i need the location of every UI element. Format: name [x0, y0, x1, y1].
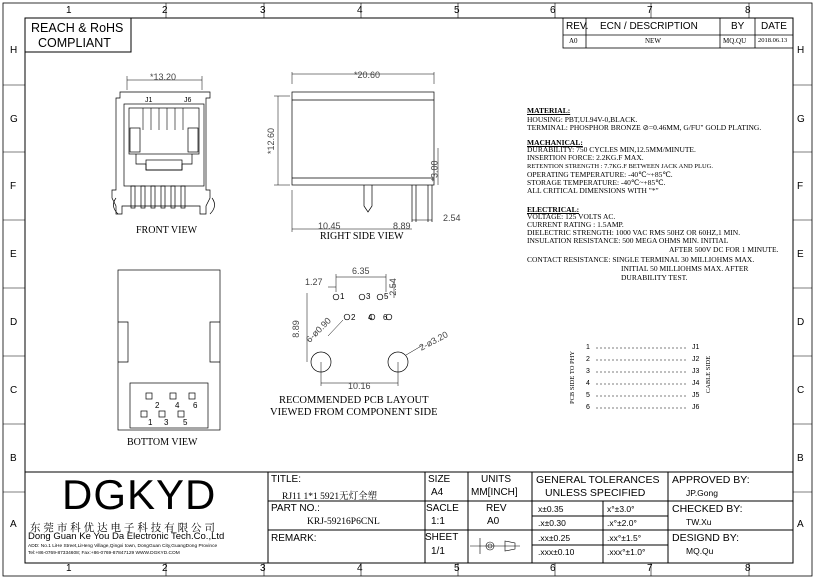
grid-col-bottom-8: 8	[745, 563, 751, 574]
approved-value: JP.Gong	[686, 488, 718, 498]
spec-material-1: HOUSING: PBT,UL94V-0,BLACK.	[527, 115, 638, 124]
wiring-pcb-side-label: PCB SIDE TO PHY	[569, 350, 577, 405]
right-side-view	[274, 72, 438, 232]
grid-col-bottom-3: 3	[260, 563, 266, 574]
sheet-label: SHEET	[425, 532, 459, 543]
spec-electrical-7: INITIAL 50 MILLIOHMS MAX. AFTER	[621, 264, 749, 273]
spec-electrical-2: CURRENT RATING : 1.5AMP.	[527, 220, 624, 229]
grid-row-left-D: D	[10, 317, 18, 328]
grid-col-top-4: 4	[357, 5, 363, 16]
side-dim-889: 8.89	[393, 221, 411, 231]
wiring-right-4: J4	[692, 380, 700, 387]
part-no-label: PART NO.:	[271, 503, 320, 514]
spec-electrical-1: VOLTAGE: 125 VOLTS AC.	[527, 212, 616, 221]
bottom-pin-4: 4	[175, 401, 180, 410]
designed-label: DESIGND BY:	[672, 532, 740, 544]
rev-header-ecn: ECN / DESCRIPTION	[600, 21, 698, 32]
size-value: A4	[431, 487, 444, 498]
rev-row-desc: NEW	[645, 37, 661, 45]
tolerance-angle-1: x°±3.0°	[607, 504, 635, 514]
side-view-title: RIGHT SIDE VIEW	[320, 231, 404, 242]
spec-mechanical-3: RETENTION STRENGTH : 7.7KG.F BETWEEN JACK AND PLUG.	[527, 163, 713, 170]
tolerance-angle-4: .xxx°±1.0°	[607, 547, 646, 557]
rev-row-by: MQ.QU	[723, 37, 747, 45]
company-name-en: Dong Guan Ke You Da Electronic Tech.Co.,Ltd	[28, 531, 225, 542]
side-pin-dim: *3.00	[429, 160, 440, 182]
grid-row-left-H: H	[10, 45, 18, 56]
front-width-dim: *13.20	[150, 72, 177, 82]
tolerance-angle-3: .xx°±1.5°	[607, 533, 642, 543]
grid-col-top-1: 1	[66, 5, 72, 16]
tolerance-angle-2: .x°±2.0°	[607, 518, 637, 528]
spec-electrical-6: CONTACT RESISTANCE: SINGLE TERMINAL 30 MILLIOHMS MAX.	[527, 255, 755, 264]
spec-electrical-8: DURABILITY TEST.	[621, 273, 688, 282]
bottom-pin-1: 1	[148, 418, 153, 427]
compliance-line-1: REACH & RoHS	[31, 21, 124, 35]
grid-col-bottom-1: 1	[66, 563, 72, 574]
grid-col-top-8: 8	[745, 5, 751, 16]
designed-value: MQ.Qu	[686, 546, 714, 556]
pcb-pin-4: 4	[368, 313, 373, 322]
grid-row-left-F: F	[10, 181, 17, 192]
grid-col-bottom-5: 5	[454, 563, 460, 574]
wiring-right-2: J2	[692, 356, 700, 363]
pcb-hole-dim: 6-ø0.90	[304, 315, 334, 345]
pcb-layout-title-1: RECOMMENDED PCB LAYOUT	[279, 395, 429, 406]
grid-row-right-G: G	[797, 114, 805, 125]
tolerance-linear-1: x±0.35	[538, 504, 564, 514]
rev-row-date: 2018.06.13	[758, 37, 788, 44]
grid-col-top-3: 3	[260, 5, 266, 16]
spec-electrical-3: DIELECTRIC STRENGTH: 1000 VAC RMS 50HZ OR 60HZ,1 MIN.	[527, 228, 741, 237]
pcb-pin-3: 3	[366, 292, 371, 301]
checked-value: TW.Xu	[686, 517, 712, 527]
wiring-left-6: 6	[586, 404, 590, 411]
part-no-value: KRJ-59216P6CNL	[307, 517, 380, 527]
wiring-left-4: 4	[586, 380, 590, 387]
tolerance-title-1: GENERAL TOLERANCES	[536, 474, 660, 486]
size-label: SIZE	[428, 474, 451, 485]
tolerance-linear-2: .x±0.30	[538, 518, 566, 528]
spec-mechanical-4: OPERATING TEMPERATURE: -40℃~+85℃.	[527, 170, 673, 179]
grid-row-right-C: C	[797, 385, 805, 396]
compliance-line-2: COMPLIANT	[38, 36, 111, 50]
rev-header-by: BY	[731, 21, 745, 32]
side-height-dim: *12.60	[266, 127, 277, 155]
grid-row-left-E: E	[10, 249, 17, 260]
bottom-pin-6: 6	[193, 401, 198, 410]
pcb-dim-635: 6.35	[352, 266, 370, 276]
grid-row-left-G: G	[10, 114, 18, 125]
grid-row-left-B: B	[10, 453, 17, 464]
grid-col-bottom-4: 4	[357, 563, 363, 574]
grid-col-top-2: 2	[162, 5, 168, 16]
rev-label: REV	[486, 503, 507, 514]
bottom-view	[118, 270, 220, 430]
wiring-left-5: 5	[586, 392, 590, 399]
pcb-dim-254: 2.54	[387, 278, 398, 296]
checked-label: CHECKED BY:	[672, 503, 743, 515]
spec-mechanical-1: DURABILITY: 750 CYCLES MIN,12.5MM/MINUTE.	[527, 145, 696, 154]
title-value: RJ11 1*1 5921无灯全塑	[282, 492, 378, 502]
spec-mechanical-title: MACHANICAL:	[527, 138, 583, 147]
wiring-right-1: J1	[692, 344, 700, 351]
spec-mechanical-6: ALL CRITICAL DIMENSIONS WITH "*"	[527, 186, 659, 195]
wiring-right-5: J5	[692, 392, 700, 399]
sheet-value: 1/1	[431, 546, 445, 557]
grid-col-bottom-6: 6	[550, 563, 556, 574]
pcb-layout-title-2: VIEWED FROM COMPONENT SIDE	[270, 407, 438, 418]
grid-row-right-B: B	[797, 453, 804, 464]
spec-electrical-5: AFTER 500V DC FOR 1 MINUTE.	[669, 245, 779, 254]
rev-header-rev: REV.	[566, 21, 589, 32]
remark-label: REMARK:	[271, 533, 317, 544]
front-jack-label-j1: J1	[145, 97, 153, 104]
grid-row-right-F: F	[797, 181, 804, 192]
wiring-left-1: 1	[586, 344, 590, 351]
grid-col-top-5: 5	[454, 5, 460, 16]
pcb-dim-1016: 10.16	[348, 381, 371, 391]
grid-col-bottom-2: 2	[162, 563, 168, 574]
wiring-right-3: J3	[692, 368, 700, 375]
projection-symbol	[470, 538, 520, 554]
front-view-title: FRONT VIEW	[136, 225, 198, 236]
wiring-right-6: J6	[692, 404, 700, 411]
wiring-left-3: 3	[586, 368, 590, 375]
spec-mechanical-2: INSERTION FORCE: 2.2KG.F MAX.	[527, 153, 644, 162]
company-name-cn: 东 莞 市 科 优 达 电 子 科 技 有 限 公 司	[30, 522, 215, 534]
units-label: UNITS	[481, 474, 511, 485]
grid-row-right-A: A	[797, 519, 804, 530]
tolerance-linear-3: .xx±0.25	[538, 533, 571, 543]
scale-label: SACLE	[426, 503, 459, 514]
grid-row-right-D: D	[797, 317, 805, 328]
rev-header-date: DATE	[761, 21, 787, 32]
pcb-pin-6: 6	[383, 313, 388, 322]
pcb-pin-5: 5	[384, 292, 389, 301]
company-address: ADD: No.1 LiHe Street,LiHeng Village,Qingxi town, DongGuan City,GuangDong Province	[28, 544, 218, 549]
approved-label: APPROVED BY:	[672, 474, 750, 486]
spec-material-2: TERMINAL: PHOSPHOR BRONZE ⊘=0.46MM, G/FU" GOLD PLATING.	[527, 123, 762, 132]
grid-col-top-6: 6	[550, 5, 556, 16]
company-contact: Tel:+86-0769-87334608; Fax:+86-0769-87847129 WWW.DGKYD.COM	[28, 551, 180, 556]
tolerance-linear-4: .xxx±0.10	[538, 547, 575, 557]
bottom-pin-2: 2	[155, 401, 160, 410]
bottom-pin-5: 5	[183, 418, 188, 427]
title-label: TITLE:	[271, 474, 302, 485]
grid-col-top-7: 7	[647, 5, 653, 16]
pcb-dim-127: 1.27	[305, 277, 323, 287]
grid-row-right-H: H	[797, 45, 805, 56]
pcb-pin-1: 1	[340, 292, 345, 301]
side-dim-254: 2.54	[443, 213, 461, 223]
grid-row-right-E: E	[797, 249, 804, 260]
rev-row-rev: A0	[569, 37, 578, 45]
pcb-pin-2: 2	[351, 313, 356, 322]
company-logo: DGKYD	[62, 471, 217, 518]
pcb-dim-889: 8.89	[290, 320, 301, 338]
scale-value: 1:1	[431, 516, 445, 527]
front-jack-label-j6: J6	[184, 97, 192, 104]
units-value: MM[INCH]	[471, 487, 518, 498]
bottom-view-title: BOTTOM VIEW	[127, 437, 198, 448]
side-width-dim: *20.60	[354, 70, 381, 80]
pcb-peg-dim: 2-ø3.20	[417, 329, 450, 353]
wiring-cable-side-label: CABLE SIDE	[705, 355, 713, 394]
spec-mechanical-5: STORAGE TEMPERATURE: -40℃~+85℃.	[527, 178, 666, 187]
front-view	[112, 76, 215, 214]
side-dim-1045: 10.45	[318, 221, 341, 231]
spec-electrical-4: INSULATION RESISTANCE: 500 MEGA OHMS MIN. INITIAL	[527, 236, 729, 245]
grid-row-left-C: C	[10, 385, 18, 396]
rev-value: A0	[487, 516, 500, 527]
grid-row-left-A: A	[10, 519, 17, 530]
wiring-schematic	[596, 348, 688, 408]
wiring-left-2: 2	[586, 356, 590, 363]
tolerance-title-2: UNLESS SPECIFIED	[545, 487, 646, 499]
spec-electrical-title: ELECTRICAL:	[527, 205, 580, 214]
grid-col-bottom-7: 7	[647, 563, 653, 574]
bottom-pin-3: 3	[164, 418, 169, 427]
spec-material-title: MATERIAL:	[527, 106, 571, 115]
